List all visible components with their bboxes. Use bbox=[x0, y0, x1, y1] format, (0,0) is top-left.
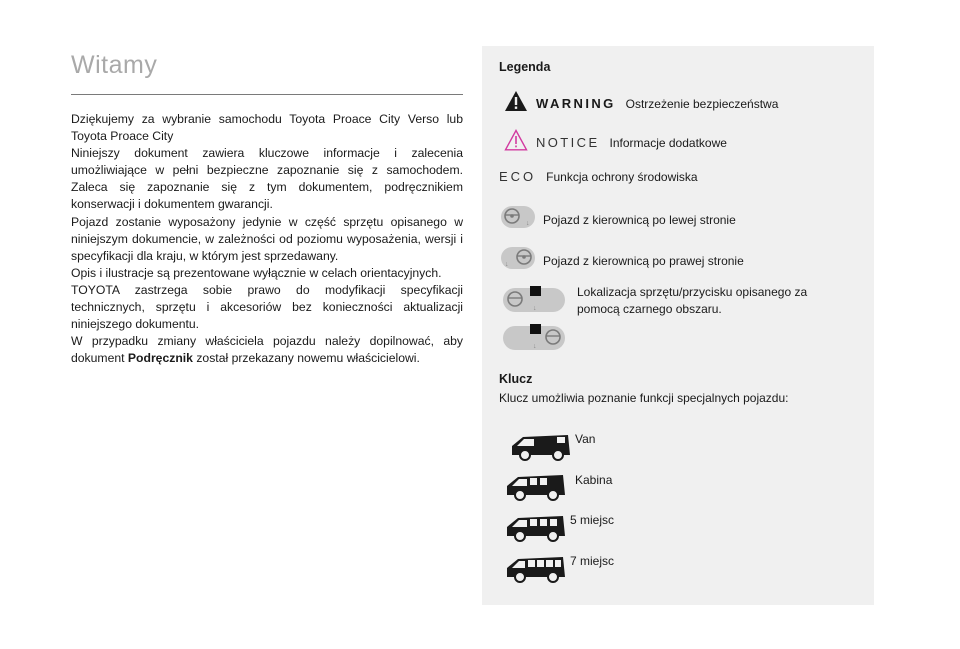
svg-text:↓: ↓ bbox=[526, 220, 530, 227]
warning-triangle-icon bbox=[504, 90, 528, 117]
seven-seats-label: 7 miejsc bbox=[570, 554, 615, 568]
key-heading: Klucz bbox=[499, 372, 533, 386]
rights-paragraph: TOYOTA zastrzega sobie prawo do modyfikacji specyfikacji technicznych, sprzętu i akcesoriów bez konieczności aktualizacji niniejszego dokumentu. bbox=[71, 282, 463, 332]
van-icon bbox=[510, 431, 572, 466]
owner-text: W przypadku zmiany właściciela pojazdu należy dopilnować, aby dokument bbox=[71, 334, 463, 366]
location-line-2: pomocą czarnego obszaru. bbox=[577, 302, 722, 316]
legend-warning-row bbox=[504, 90, 778, 117]
notice-word: NOTICE bbox=[536, 135, 600, 150]
illustration-paragraph: Opis i ilustracje są prezentowane wyłącznie w celach orientacyjnych. bbox=[71, 265, 442, 280]
location-line-1: Lokalizacja sprzętu/przycisku opisanego za bbox=[577, 285, 808, 299]
warning-word: WARNING bbox=[536, 96, 616, 111]
warning-description: Ostrzeżenie bezpieczeństwa bbox=[625, 96, 779, 111]
equipment-paragraph: Pojazd zostanie wyposażony jedynie w część sprzętu opisanego w niniejszym dokumencie, w zależności od poziomu wyposażenia, wersji i specyfikacji dla kraju, w którym jest sprzedawany. bbox=[71, 214, 463, 263]
legend-rhd-row bbox=[501, 245, 744, 276]
notice-triangle-icon bbox=[504, 129, 528, 156]
manual-name: Podręcznik bbox=[127, 351, 193, 366]
welcome-body bbox=[71, 111, 463, 367]
owner-text-end: został przekazany nowemu właścicielowi. bbox=[192, 351, 420, 366]
cab-label: Kabina bbox=[575, 473, 613, 487]
seven-seat-car-icon bbox=[505, 553, 567, 588]
owner-paragraph bbox=[71, 333, 463, 367]
legend-panel bbox=[482, 46, 874, 605]
svg-text:↓: ↓ bbox=[505, 261, 509, 268]
intro-paragraph: Niniejszy dokument zawiera kluczowe informacje i zalecenia umożliwiające w pełni bezpieczne zapoznanie się z samochodem. Zaleca się zapoznanie się z tym dokumentem, podręcznikiem konserwacji i dokumentem gwarancji. bbox=[71, 146, 463, 212]
cab-icon bbox=[505, 471, 567, 506]
five-seats-label: 5 miejsc bbox=[570, 513, 615, 527]
legend-eco-row bbox=[499, 169, 698, 184]
eco-word: ECO bbox=[499, 169, 537, 184]
key-intro: Klucz umożliwia poznanie funkcji specjalnych pojazdu: bbox=[499, 391, 789, 405]
eco-description: Funkcja ochrony środowiska bbox=[546, 169, 698, 184]
svg-text:↓: ↓ bbox=[533, 305, 537, 312]
thanks-paragraph: Dziękujemy za wybranie samochodu Toyota Proace City Verso lub Toyota Proace City bbox=[71, 112, 463, 144]
legend-notice-row bbox=[504, 129, 727, 156]
lhd-description: Pojazd z kierownicą po lewej stronie bbox=[543, 212, 736, 227]
steering-wheel-right-icon bbox=[501, 245, 535, 276]
van-label: Van bbox=[575, 432, 596, 446]
steering-wheel-left-icon bbox=[501, 204, 535, 235]
page-title: Witamy bbox=[71, 51, 158, 79]
legend-lhd-row bbox=[501, 204, 736, 235]
svg-text:↓: ↓ bbox=[533, 343, 537, 350]
rhd-description: Pojazd z kierownicą po prawej stronie bbox=[543, 253, 744, 268]
notice-description: Informacje dodatkowe bbox=[609, 135, 727, 150]
welcome-section bbox=[71, 48, 463, 367]
legend-heading: Legenda bbox=[499, 60, 551, 74]
location-marker-icon bbox=[501, 282, 567, 359]
title-divider bbox=[71, 94, 463, 95]
five-seat-car-icon bbox=[505, 512, 567, 547]
location-description bbox=[577, 284, 807, 318]
